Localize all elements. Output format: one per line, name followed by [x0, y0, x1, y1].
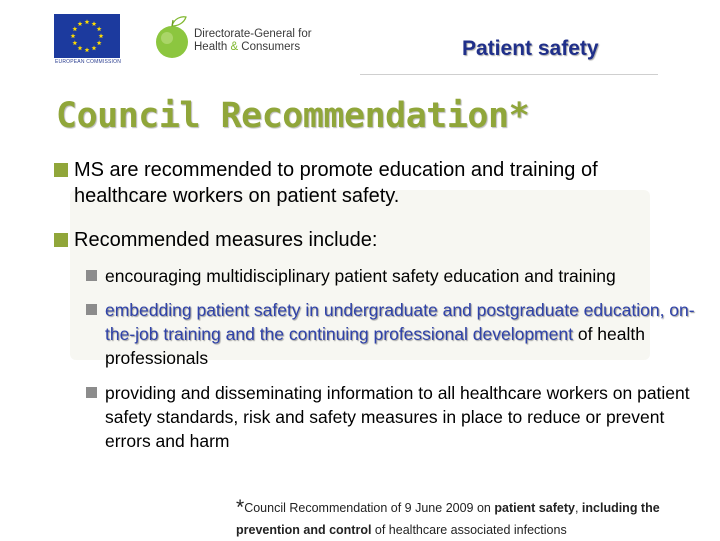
sub-bullet-square-icon: [86, 387, 97, 398]
page-title: Council Recommendation*: [56, 96, 530, 136]
sub-bullet-square-icon: [86, 304, 97, 315]
dg-name-line2: Health & Consumers: [194, 41, 301, 53]
sub-bullet-square-icon: [86, 270, 97, 281]
bullet-item: MS are recommended to promote education and training of healthcare workers on patient safety.: [74, 159, 598, 207]
eu-flag-icon: [54, 14, 120, 58]
eu-logo-caption: EUROPEAN COMMISSION: [54, 59, 122, 65]
bullet-square-icon: [54, 233, 68, 247]
highlighted-text: embedding patient safety in undergraduate and postgraduate education, on-the-job training and the continuing professional development: [105, 300, 695, 344]
section-title: Patient safety: [462, 37, 599, 60]
bullet-item: Recommended measures include:: [74, 229, 378, 251]
apple-leaf-icon: [152, 14, 192, 60]
sub-bullet-item: providing and disseminating information to all healthcare workers on patient safety standards, risk and safety measures in place to reduce or prevent errors and harm: [105, 383, 690, 451]
dg-name: [194, 28, 312, 54]
sub-bullet-item: encouraging multidisciplinary patient safety education and training: [105, 266, 616, 286]
dg-name-line1: Directorate-General for: [194, 28, 312, 40]
bullet-square-icon: [54, 163, 68, 177]
header-divider: [360, 74, 658, 75]
sub-bullet-item: embedding patient safety in undergraduate and postgraduate education, on-the-job training and the continuing professional development of health professionals: [105, 300, 695, 368]
footnote: *Council Recommendation of 9 June 2009 on patient safety, including the prevention and control of healthcare associated infections: [236, 496, 660, 537]
